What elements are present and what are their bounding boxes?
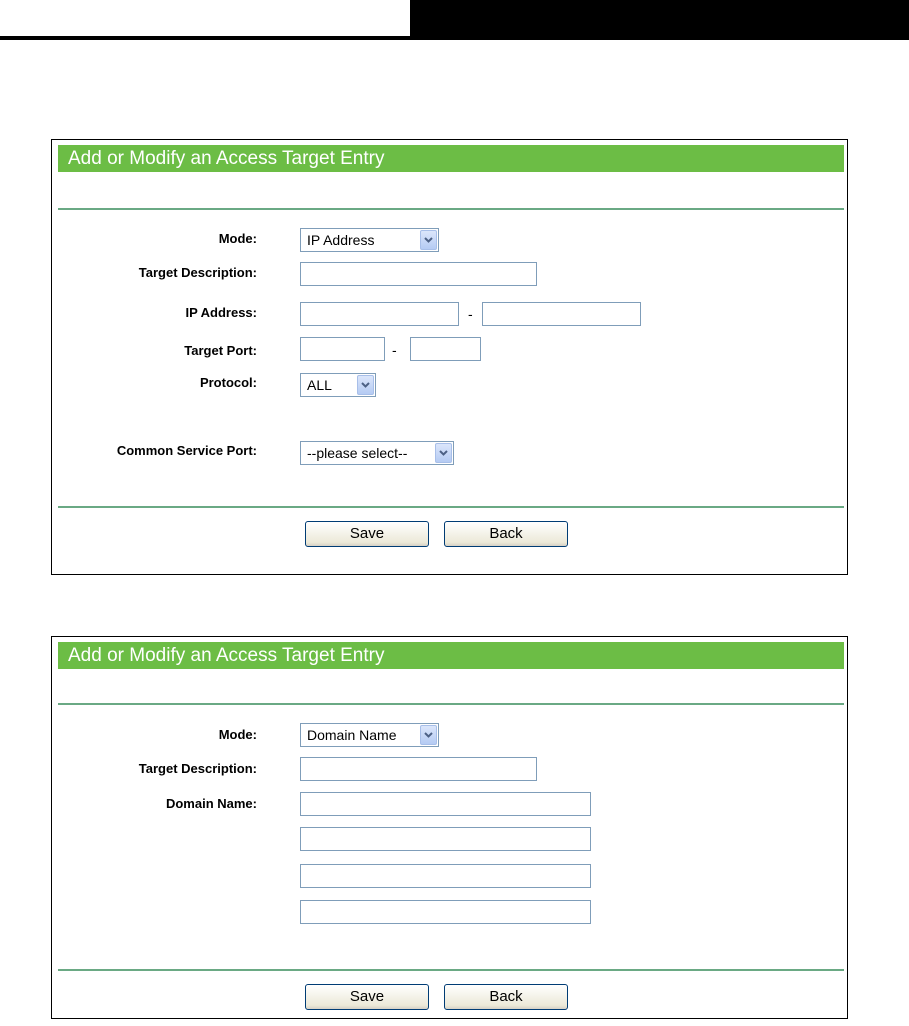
mode-label: Mode:: [218, 231, 257, 246]
chevron-down-icon[interactable]: [357, 375, 374, 395]
domain-name-input-3[interactable]: [300, 864, 591, 888]
port-range-dash: -: [392, 342, 397, 358]
common-service-port-select[interactable]: [300, 441, 454, 465]
domain-name-input-2[interactable]: [300, 827, 591, 851]
port-end-input[interactable]: [410, 337, 481, 361]
mode-label: Mode:: [218, 727, 257, 742]
common-service-port-label: Common Service Port:: [116, 443, 257, 458]
doc-header-block: [410, 0, 909, 40]
target-description-label: Target Description:: [138, 761, 257, 776]
mode-select[interactable]: [300, 723, 439, 747]
panel-title: Add or Modify an Access Target Entry: [58, 145, 844, 172]
domain-name-label: Domain Name:: [165, 796, 257, 811]
target-description-input[interactable]: [300, 262, 537, 286]
save-button[interactable]: Save: [305, 521, 429, 547]
chevron-down-icon[interactable]: [420, 725, 437, 745]
port-start-input[interactable]: [300, 337, 385, 361]
divider-top: [58, 208, 844, 210]
mode-select[interactable]: [300, 228, 439, 252]
mode-select-value: IP Address: [307, 232, 375, 248]
protocol-select-value: ALL: [307, 377, 332, 393]
chevron-down-icon[interactable]: [420, 230, 437, 250]
chevron-down-icon[interactable]: [435, 443, 452, 463]
back-button[interactable]: Back: [444, 521, 568, 547]
target-description-label: Target Description:: [138, 265, 257, 280]
protocol-label: Protocol:: [199, 375, 257, 390]
domain-name-input-1[interactable]: [300, 792, 591, 816]
divider-bottom: [58, 506, 844, 508]
back-button[interactable]: Back: [444, 984, 568, 1010]
divider-top: [58, 703, 844, 705]
access-target-panel-ip: [51, 139, 848, 575]
divider-bottom: [58, 969, 844, 971]
save-button[interactable]: Save: [305, 984, 429, 1010]
domain-name-input-4[interactable]: [300, 900, 591, 924]
ip-address-label: IP Address:: [185, 305, 257, 320]
target-port-label: Target Port:: [184, 343, 257, 358]
panel-title: Add or Modify an Access Target Entry: [58, 642, 844, 669]
access-target-panel-domain: [51, 636, 848, 1019]
ip-start-input[interactable]: [300, 302, 459, 326]
doc-header-rule: [0, 36, 410, 40]
common-service-port-value: --please select--: [307, 445, 408, 461]
protocol-select[interactable]: [300, 373, 376, 397]
mode-select-value: Domain Name: [307, 727, 397, 743]
ip-end-input[interactable]: [482, 302, 641, 326]
target-description-input[interactable]: [300, 757, 537, 781]
ip-range-dash: -: [468, 306, 473, 322]
